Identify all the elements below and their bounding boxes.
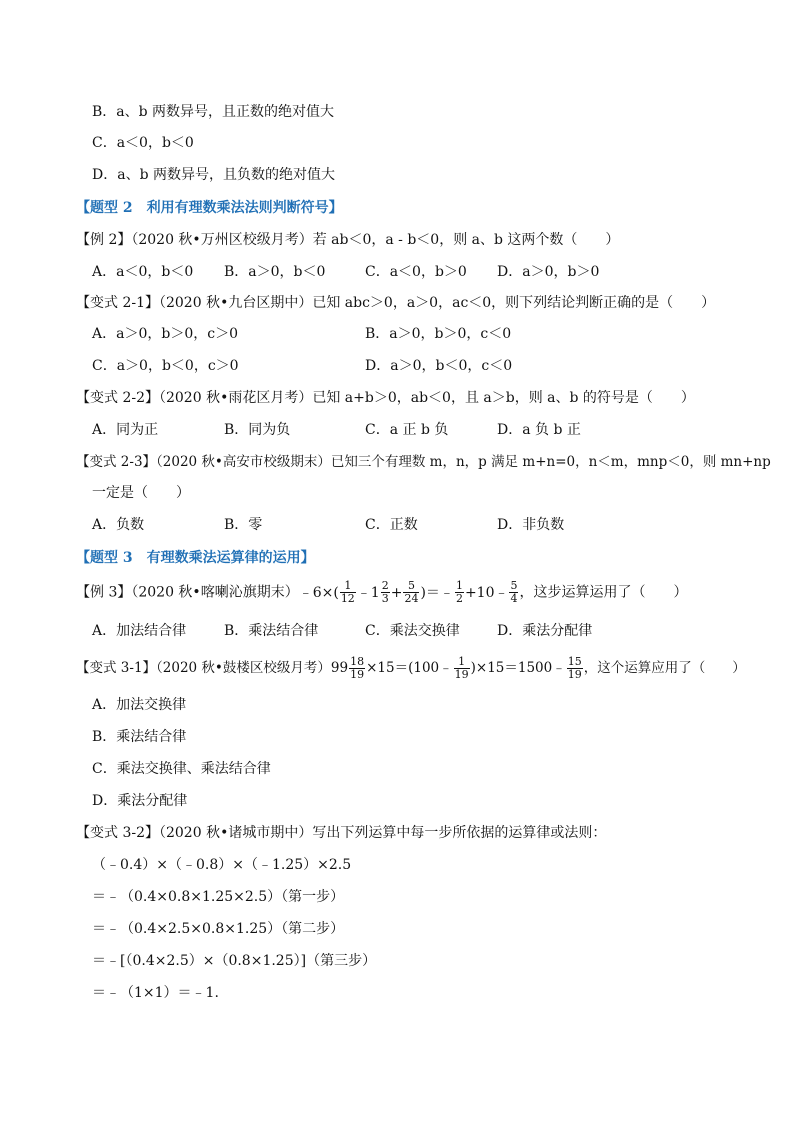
var23-option-c: C．正数	[365, 517, 418, 533]
example-3-suffix: ，这步运算运用了（ ）	[519, 584, 688, 601]
var32-step-3: ＝﹣[（0.4×2.5）×（0.8×1.25）]（第三步）	[92, 953, 377, 969]
ex3-option-d: D．乘法分配律	[497, 623, 593, 639]
ex2-option-a: A．a＜0，b＜0	[92, 264, 194, 280]
example-3-stem	[76, 580, 687, 605]
var31-option-b: B．乘法结合律	[92, 729, 187, 745]
variant-2-2-stem: 【变式 2-2】（2020 秋•雨花区月考）已知 a+b＞0，ab＜0，且 a＞b，则 a、b 的符号是（ ）	[76, 390, 695, 406]
variant-3-1-formula: 99 $\frac{18}{19}$ ×15＝(100﹣ $\frac{1}{19}$ )×15＝1500﹣ $\frac{15}{19}$	[330, 655, 582, 681]
variant-3-2-stem: 【变式 3-2】（2020 秋•诸城市期中）写出下列运算中每一步所依据的运算律或法则：	[76, 825, 607, 841]
option-c-prev: C．a＜0，b＜0	[92, 135, 194, 151]
variant-2-3-stem-cont: 一定是（ ）	[92, 485, 190, 501]
var31-option-c: C．乘法交换律、乘法结合律	[92, 761, 271, 777]
example-3-prefix: 【例 3】（2020 秋•喀喇沁旗期末）	[76, 584, 299, 601]
var31-option-d: D．乘法分配律	[92, 793, 188, 809]
option-d-prev: D．a、b 两数异号，且负数的绝对值大	[92, 167, 335, 183]
section-2-heading: 【题型 2 利用有理数乘法法则判断符号】	[76, 200, 343, 216]
var21-option-d: D．a＞0，b＜0，c＜0	[365, 358, 513, 374]
var32-step-4: ＝﹣（1×1）＝﹣1.	[92, 985, 219, 1001]
var21-option-b: B．a＞0，b＞0，c＜0	[365, 326, 512, 342]
option-b-prev: B．a、b 两数异号，且正数的绝对值大	[92, 104, 335, 120]
variant-2-3-stem: 【变式 2-3】（2020 秋•高安市校级期末）已知三个有理数 m，n，p 满足 m+n=0，n＜m，mnp＜0，则 mn+np	[76, 454, 771, 470]
example-3-formula: ﹣6×( $\frac{1}{12}$ ﹣1 $\frac{2}{3}$ + $\frac{5}{24}$ )＝﹣ $\frac{1}{2}$ +10﹣ $\frac{5}{4}$	[298, 579, 518, 605]
variant-3-1-prefix: 【变式 3-1】（2020 秋•鼓楼区校级月考）	[76, 660, 331, 676]
var22-option-d: D．a 负 b 正	[497, 422, 581, 438]
variant-3-1-suffix: ，这个运算应用了（ ）	[583, 660, 746, 676]
ex2-option-b: B．a＞0，b＜0	[224, 264, 326, 280]
variant-3-1-stem	[76, 656, 746, 681]
ex3-option-c: C．乘法交换律	[365, 623, 460, 639]
variant-2-1-stem: 【变式 2-1】（2020 秋•九台区期中）已知 abc＞0，a＞0，ac＜0，则下列结论判断正确的是（ ）	[76, 295, 716, 311]
var32-step-2: ＝﹣（0.4×2.5×0.8×1.25）（第二步）	[92, 921, 345, 937]
var21-option-a: A．a＞0，b＞0，c＞0	[92, 326, 238, 342]
var22-option-a: A．同为正	[92, 422, 159, 438]
ex3-option-b: B．乘法结合律	[224, 623, 319, 639]
var23-option-a: A．负数	[92, 517, 145, 533]
var23-option-d: D．非负数	[497, 517, 565, 533]
var22-option-b: B．同为负	[224, 422, 291, 438]
var21-option-c: C．a＞0，b＜0，c＞0	[92, 358, 239, 374]
var32-step-0: （﹣0.4）×（﹣0.8）×（﹣1.25）×2.5	[92, 857, 352, 873]
section-3-heading: 【题型 3 有理数乘法运算律的运用】	[76, 550, 315, 566]
ex3-option-a: A．加法结合律	[92, 623, 187, 639]
var22-option-c: C．a 正 b 负	[365, 422, 449, 438]
var32-step-1: ＝﹣（0.4×0.8×1.25×2.5）（第一步）	[92, 889, 345, 905]
ex2-option-d: D．a＞0，b＞0	[497, 264, 600, 280]
var23-option-b: B．零	[224, 517, 263, 533]
ex2-option-c: C．a＜0，b＞0	[365, 264, 467, 280]
example-2-stem: 【例 2】（2020 秋•万州区校级月考）若 ab＜0，a - b＜0，则 a、b 这两个数（ ）	[76, 232, 620, 248]
var31-option-a: A．加法交换律	[92, 697, 187, 713]
